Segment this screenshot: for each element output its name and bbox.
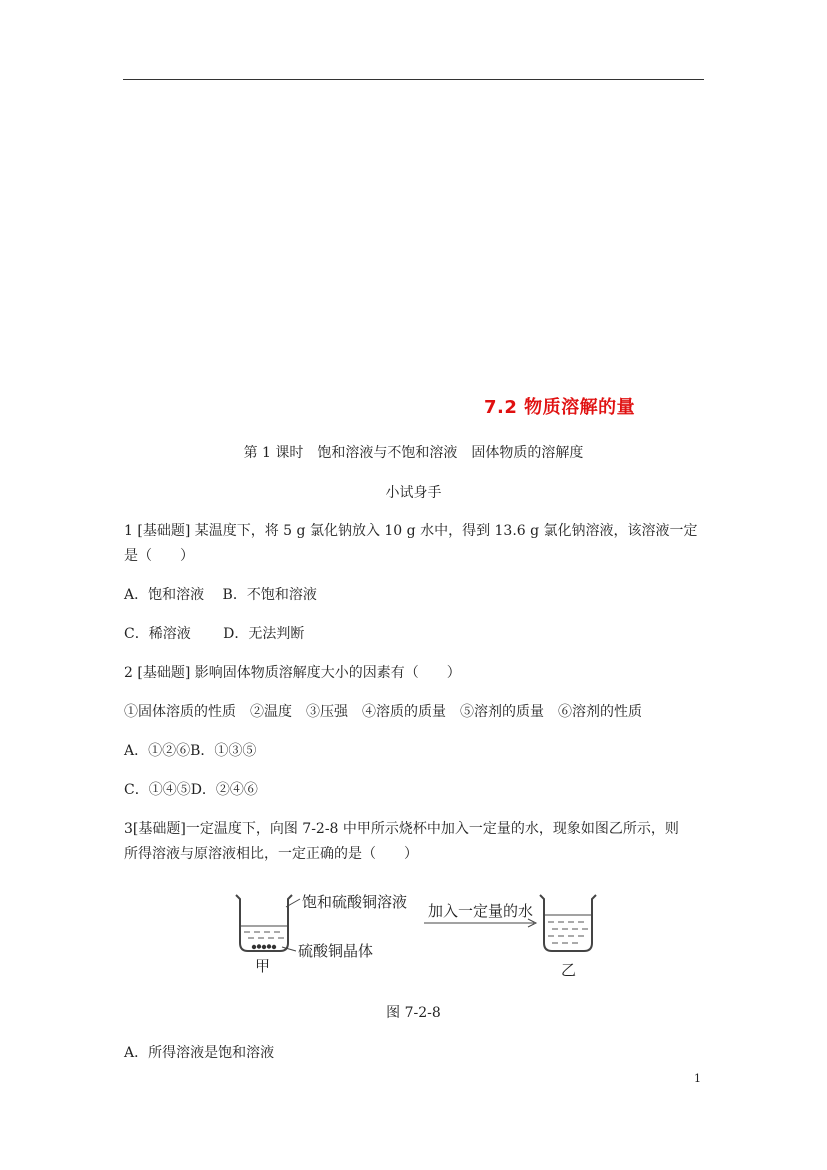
label-crystal: 硫酸铜晶体	[298, 942, 374, 960]
q1-options-line1: A．饱和溶液 B．不饱和溶液	[124, 587, 317, 603]
label-b: 乙	[561, 961, 577, 979]
header-rule	[123, 79, 704, 80]
beaker-a	[236, 895, 292, 951]
lesson-subtitle: 第 1 课时 饱和溶液与不饱和溶液 固体物质的溶解度	[243, 445, 584, 461]
figure-caption: 图 7-2-8	[386, 1005, 441, 1021]
solution-dashes-b	[548, 922, 588, 943]
q2-factors: ①固体溶质的性质 ②温度 ③压强 ④溶质的质量 ⑤溶剂的质量 ⑥溶剂的性质	[124, 704, 642, 720]
beaker-b	[540, 895, 596, 951]
solution-dashes-a	[244, 932, 284, 938]
label-arrow: 加入一定量的水	[428, 902, 534, 920]
q3-stem-line2: 所得溶液与原溶液相比，一定正确的是（ ）	[124, 846, 418, 862]
crystal-particles	[252, 944, 276, 949]
beaker-figure	[228, 885, 608, 985]
q2-options-line2: C．①④⑤D．②④⑥	[124, 782, 258, 798]
q3-stem-line1: 3[基础题]一定温度下，向图 7-2-8 中甲所示烧杯中加入一定量的水，现象如图乙所示，则	[124, 821, 679, 837]
q3-option-a: A．所得溶液是饱和溶液	[124, 1045, 275, 1061]
q1-stem-line1: 1 [基础题] 某温度下，将 5 g 氯化钠放入 10 g 水中，得到 13.6 g 氯化钠溶液，该溶液一定	[124, 523, 698, 539]
q1-stem-line2: 是（ ）	[124, 548, 194, 564]
lesson-title: 7.2 物质溶解的量	[484, 397, 636, 418]
label-solution: 饱和硫酸铜溶液	[302, 893, 408, 911]
q1-options-line2: C．稀溶液 D．无法判断	[124, 626, 305, 642]
label-a: 甲	[255, 957, 271, 975]
q2-options-line1: A．①②⑥B．①③⑤	[124, 743, 257, 759]
section-heading: 小试身手	[385, 485, 442, 501]
page-number: 1	[694, 1072, 701, 1085]
q2-stem: 2 [基础题] 影响固体物质溶解度大小的因素有（ ）	[124, 665, 461, 681]
